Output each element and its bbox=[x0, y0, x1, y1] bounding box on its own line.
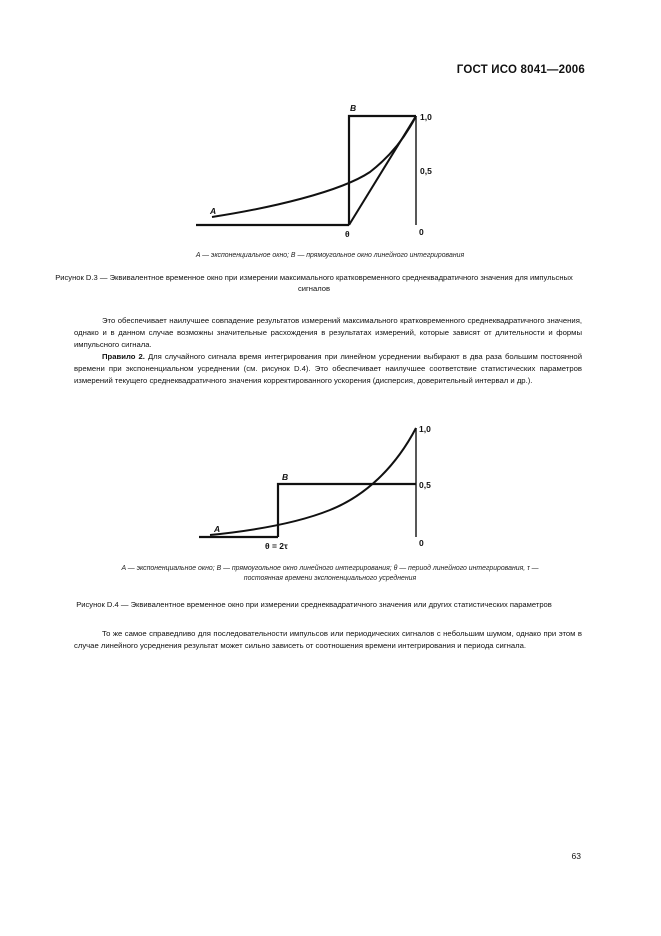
figure-d3 bbox=[0, 100, 661, 250]
paragraph-1-text: Это обеспечивает наилучшее совпадение результатов измерений максимального кратковременного среднеквадратичного значения, однако и в данном случае возможны значительные расхождения в результатах измерений, которые зависят от длительности и формы импульсного сигнала. bbox=[74, 316, 582, 349]
figure-d3-label-y-top: 1,0 bbox=[420, 112, 432, 122]
figure-d4-legend-line-2: постоянная времени экспоненциального усреднения bbox=[243, 574, 417, 582]
paragraph-1 bbox=[74, 315, 582, 350]
figure-d4-label-b: B bbox=[282, 472, 289, 482]
rule-2-text: Для случайного сигнала время интегрирования при линейном усреднении выбирают в два раза большим постоянной времени при экспоненциальном усреднении (см. рисунок D.4). Это обеспечивает наилучшее соответствие статистических параметров измерений текущего среднеквадратичного значения корректированного ускорения (дисперсия, доверительный интервал и др.). bbox=[74, 352, 582, 385]
figure-d4-curve-a bbox=[210, 428, 416, 535]
figure-d3-label-y-mid: 0,5 bbox=[420, 166, 432, 176]
figure-d4-label-theta: θ = 2τ bbox=[265, 541, 288, 551]
rule-2-label: Правило 2. bbox=[102, 352, 145, 361]
page-number: 63 bbox=[571, 851, 581, 861]
figure-d3-label-b: B bbox=[350, 103, 357, 113]
figure-d4-label-y-mid: 0,5 bbox=[419, 480, 431, 490]
figure-d3-label-zero: 0 bbox=[419, 227, 424, 237]
figure-d3-plot bbox=[0, 100, 661, 250]
figure-d4-label-a: A bbox=[214, 524, 221, 534]
figure-d3-label-a: A bbox=[210, 206, 217, 216]
figure-d4-legend bbox=[40, 564, 620, 583]
figure-d4-legend-line-1: A — экспоненциальное окно; B — прямоугольное окно линейного интегрирования; θ — период линейного интегрирования, τ — bbox=[121, 565, 539, 572]
figure-d4-plot bbox=[0, 418, 661, 558]
figure-d4-caption: Рисунок D.4 — Эквивалентное временное окно при измерении среднеквадратичного значения или других статистических параметров bbox=[76, 600, 552, 609]
document-header: ГОСТ ИСО 8041—2006 bbox=[456, 64, 585, 76]
figure-d3-legend: A — экспоненциальное окно; B — прямоугольное окно линейного интегрирования bbox=[195, 252, 465, 259]
figure-d4-window-b bbox=[278, 484, 416, 537]
figure-d3-caption: Рисунок D.3 — Эквивалентное временное окно при измерении максимального кратковременного среднеквадратичного значения для импульсных сигналов bbox=[55, 273, 573, 293]
figure-d4-label-zero: 0 bbox=[419, 538, 424, 548]
paragraph-3-text: То же самое справедливо для последовательности импульсов или периодических сигналов с небольшим шумом, однако при этом в случае линейного усреднения результат может сильно зависеть от соотношения времени интегрирования и периода сигнала. bbox=[74, 629, 582, 650]
figure-d4 bbox=[0, 418, 661, 558]
figure-d4-label-y-top: 1,0 bbox=[419, 424, 431, 434]
paragraph-3 bbox=[74, 628, 582, 652]
paragraph-rule-2 bbox=[74, 351, 582, 386]
figure-d3-label-theta: θ bbox=[345, 229, 350, 239]
